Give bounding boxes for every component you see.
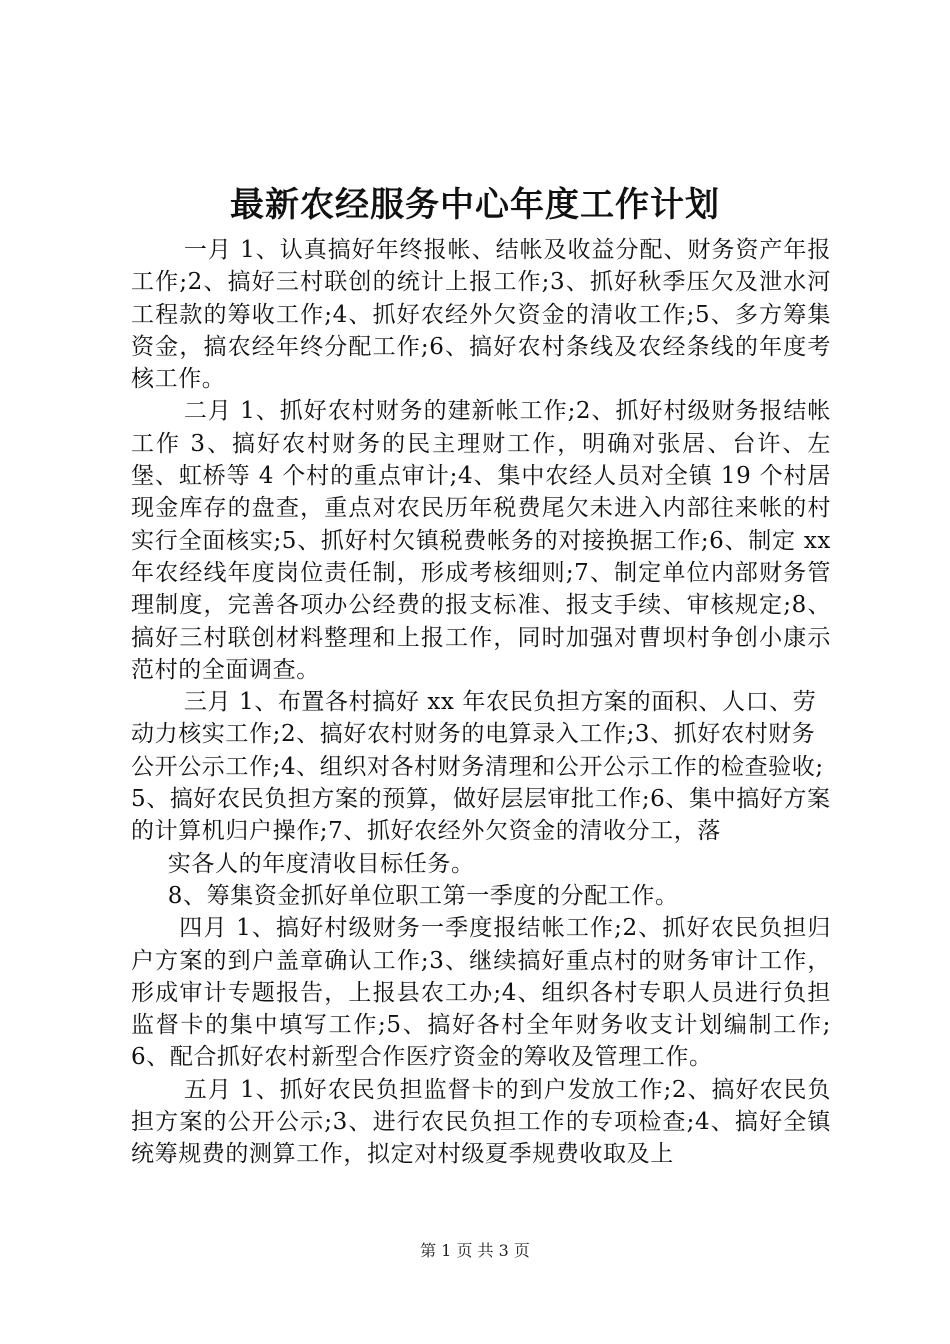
paragraph-march-continued: 实各人的年度清收目标任务。 [167, 850, 475, 877]
page-number-footer: 第 1 页 共 3 页 [420, 1241, 530, 1260]
paragraph-february: 二月 1、抓好农村财务的建新帐工作;2、抓好村级财务报结帐工作 3、搞好农村财务的民主理财工作，明确对张居、台许、左堡、虹桥等 4 个村的重点审计;4、集中农经人员对全镇 19 个村居现金库存的盘查，重点对农民历年税费尾欠未进入内部往来帐的村实行全面核实;5、抓好村欠镇税费帐务的对接换据工作;6、制定 xx 年农经线年度岗位责任制，形成考核细则;7、制定单位内部财务管理制度，完善各项办公经费的报支标准、报支手续、审核规定;8、搞好三村联创材料整理和上报工作，同时加强对曹坝村争创小康示范村的全面调查。 [131, 398, 831, 683]
document-title: 最新农经服务中心年度工作计划 [230, 185, 720, 225]
paragraph-march-item-8: 8、筹集资金抓好单位职工第一季度的分配工作。 [167, 882, 679, 909]
paragraph-january: 一月 1、认真搞好年终报帐、结帐及收益分配、财务资产年报工作;2、搞好三村联创的统计上报工作;3、抓好秋季压欠及泄水河工程款的筹收工作;4、抓好农经外欠资金的清收工作;5、多方筹集资金，搞农经年终分配工作;6、搞好农村条线及农经条线的年度考核工作。 [131, 237, 831, 393]
document-body [131, 234, 831, 1171]
paragraph-april: 四月 1、搞好村级财务一季度报结帐工作;2、抓好农民负担归户方案的到户盖章确认工作;3、继续搞好重点村的财务审计工作，形成审计专题报告，上报县农工办;4、组织各村专职人员进行负担监督卡的集中填写工作;5、搞好各村全年财务收支计划编制工作;6、配合抓好农村新型合作医疗资金的筹收及管理工作。 [131, 915, 831, 1071]
paragraph-march: 三月 1、布置各村搞好 xx 年农民负担方案的面积、人口、劳动力核实工作;2、搞好农村财务的电算录入工作;3、抓好农村财务公开公示工作;4、组织对各村财务清理和公开公示工作的检查验收;5、搞好农民负担方案的预算，做好层层审批工作;6、集中搞好方案的计算机归户操作;7、抓好农经外欠资金的清收分工，落 [131, 689, 831, 845]
paragraph-may: 五月 1、抓好农民负担监督卡的到户发放工作;2、搞好农民负担方案的公开公示;3、进行农民负担工作的专项检查;4、搞好全镇统筹规费的测算工作，拟定对村级夏季规费收取及上 [131, 1076, 831, 1168]
